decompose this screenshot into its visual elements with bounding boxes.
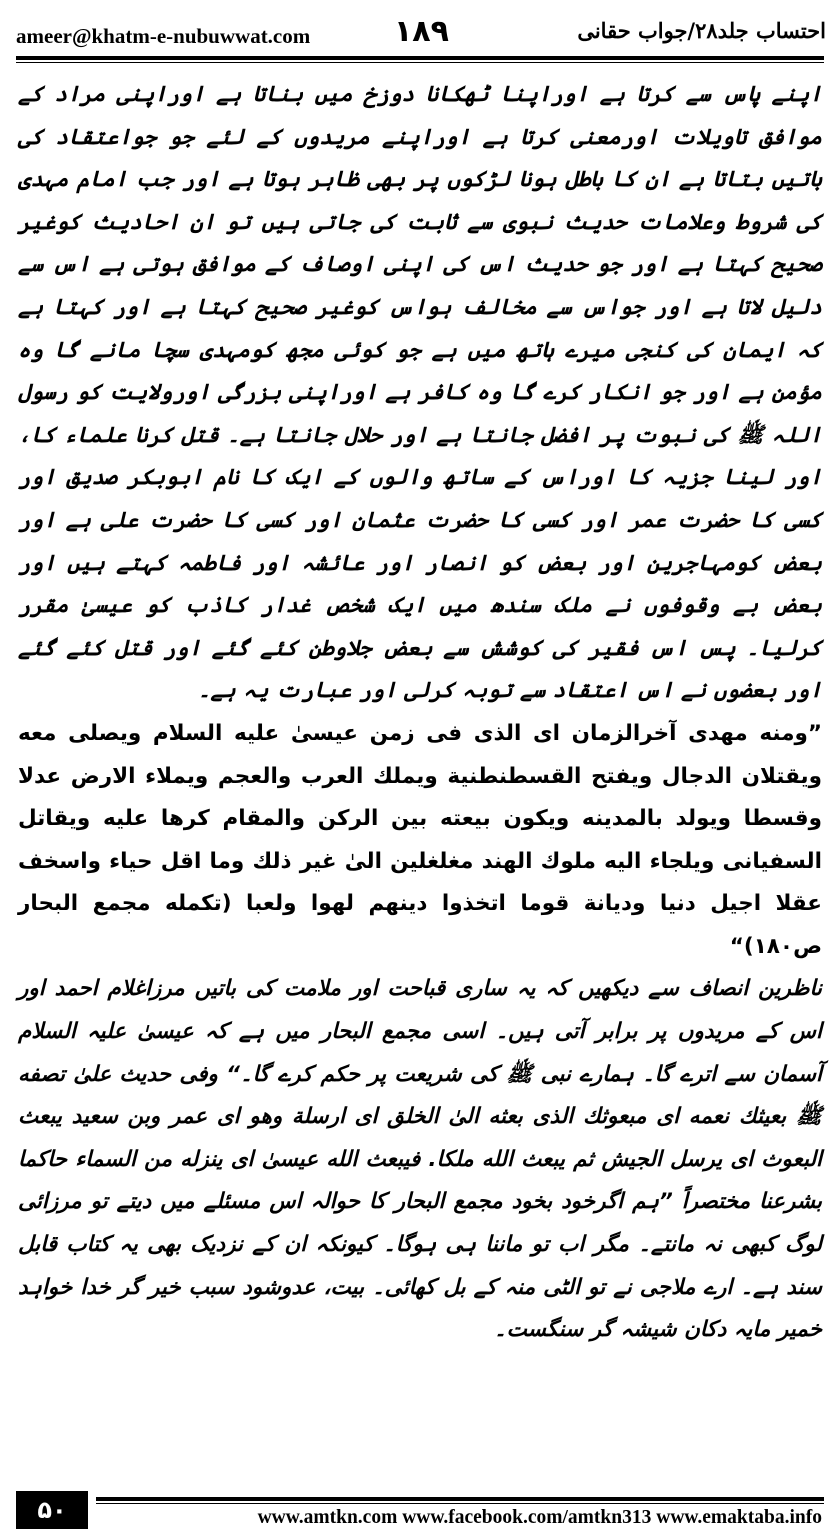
urdu-paragraph-2b: ”ہم اگرخود بخود مجمع البحار کا حوالہ اس مسئلے میں دیتے تو مرزائی لوگ کبھی نہ مانتے۔ مگر اب تو ماننا ہی ہوگا۔ کیونکہ ان کے نزدیک بھی یہ کتاب قابل سند ہے۔ ارے ملاجی نے تو الٹی منہ کے بل کھائی۔ بیت، عدوشود سبب خیر گر خدا خواہد خمیر مایہ دکان شیشہ گر سنگست۔	[18, 1189, 822, 1343]
footer-links: www.amtkn.com www.facebook.com/amtkn313 www.emaktaba.info	[257, 1507, 822, 1528]
page-body	[18, 74, 822, 1352]
urdu-paragraph-1: اپنے پاس سے کرتا ہے اوراپنا ٹھکانا دوزخ میں بناتا ہے اوراپنی مراد کے موافق تاویلات اورمعنی کرتا ہے اوراپنے مریدوں کے لئے جو جواعتقاد کی باتیں بتاتا ہے ان کا باطل ہونا لڑکوں پر بھی ظاہر ہوتا ہے اور جب امام مہدی کی شروط وعلامات حدیث نبوی سے ثابت کی جاتی ہیں تو ان احادیث کوغیر صحیح کہتا ہے اور جو حدیث اس کی اپنی اوصاف کے موافق ہوتی ہے اس سے دلیل لاتا ہے اور جواس سے مخالف ہواس کوغیر صحیح کہتا ہے اور کہتا ہے کہ ایمان کی کنجی میرے ہاتھ میں ہے جو کوئی مجھ کومہدی سچا مانے گا وہ مؤمن ہے اور جو انکار کرے گا وہ کافر ہے اوراپنی بزرگی اورولایت کو رسول اللہ ﷺ کی نبوت پر افضل جانتا ہے اور حلال جانتا ہے۔ قتل کرنا علماء کا، اور لینا جزیہ کا اوراس کے ساتھ والوں کے ایک کا نام ابوبکر صدیق اور کسی کا حضرت عمر اور کسی کا حضرت عثمان اور کسی کا حضرت علی ہے اور بعض کومہاجرین اور بعض کو انصار اور عائشہ اور فاطمہ کہتے ہیں اور بعض بے وقوفوں نے ملک سندھ میں ایک شخص غدار کاذب کو عیسیٰ مقرر کرلیا۔ پس اس فقیر کی کوشش سے بعض جلاوطن کئے گئے اور قتل کئے گئے اور بعضوں نے اس اعتقاد سے توبہ کرلی اور عبارت یہ ہے۔	[18, 82, 822, 704]
header-page-number: ۱۸۹	[394, 14, 449, 49]
header-rule-thin	[16, 62, 824, 63]
arabic-quote-1: ”ومنه مهدی آخرالزمان ای الذی فی زمن عیسیٰ علیه السلام ویصلی معه ویقتلان الدجال ویفتح القسطنطنیة ویملك العرب والعجم ویملاء الارض عدلا وقسطا ویولد بالمدینه ویکون بیعته بین الرکن والمقام کرها علیه ویقاتل السفیانی ویلجاء الیه ملوك الهند مغلغلین الیٰ غیر ذلك وما اقل حیاء واسخف عقلا اجیل دنیا ودیانة قوما اتخذوا دینهم لهوا ولعبا (تکمله مجمع البحار ص۱۸۰)“	[18, 720, 822, 959]
footer-rule-thin	[96, 1503, 824, 1504]
urdu-paragraph-2	[18, 968, 822, 1351]
header-rule	[16, 56, 824, 60]
header-email: ameer@khatm-e-nubuwwat.com	[16, 24, 311, 48]
footer-rule	[96, 1497, 824, 1501]
page-header	[16, 14, 826, 54]
header-book-title: احتساب جلد۲۸/جواب حقانی	[577, 18, 826, 43]
footer-page-label: ۵۰	[16, 1491, 88, 1529]
arabic-quote-2: وفی حدیث علیٰ تصفه ﷺ بعیثك نعمه ای مبعوثك الذی بعثه الیٰ الخلق ای ارسلة وهو ای عمر وبن سعید یبعث البعوث ای یرسل الجیش ثم یبعث الله ملکا. فیبعث الله عیسیٰ ای ینزله من السماء حاکما بشرعنا مختصراً	[18, 1061, 822, 1215]
urdu-paragraph-2a: ناظرین انصاف سے دیکھیں کہ یہ ساری قباحت اور ملامت کی باتیں مرزاغلام احمد اور اس کے مریدوں پر برابر آتی ہیں۔ اسی مجمع البحار میں ہے کہ عیسیٰ علیہ السلام آسمان سے اترے گا۔ ہمارے نبی ﷺ کی شریعت پر حکم کرے گا۔“	[18, 976, 822, 1087]
